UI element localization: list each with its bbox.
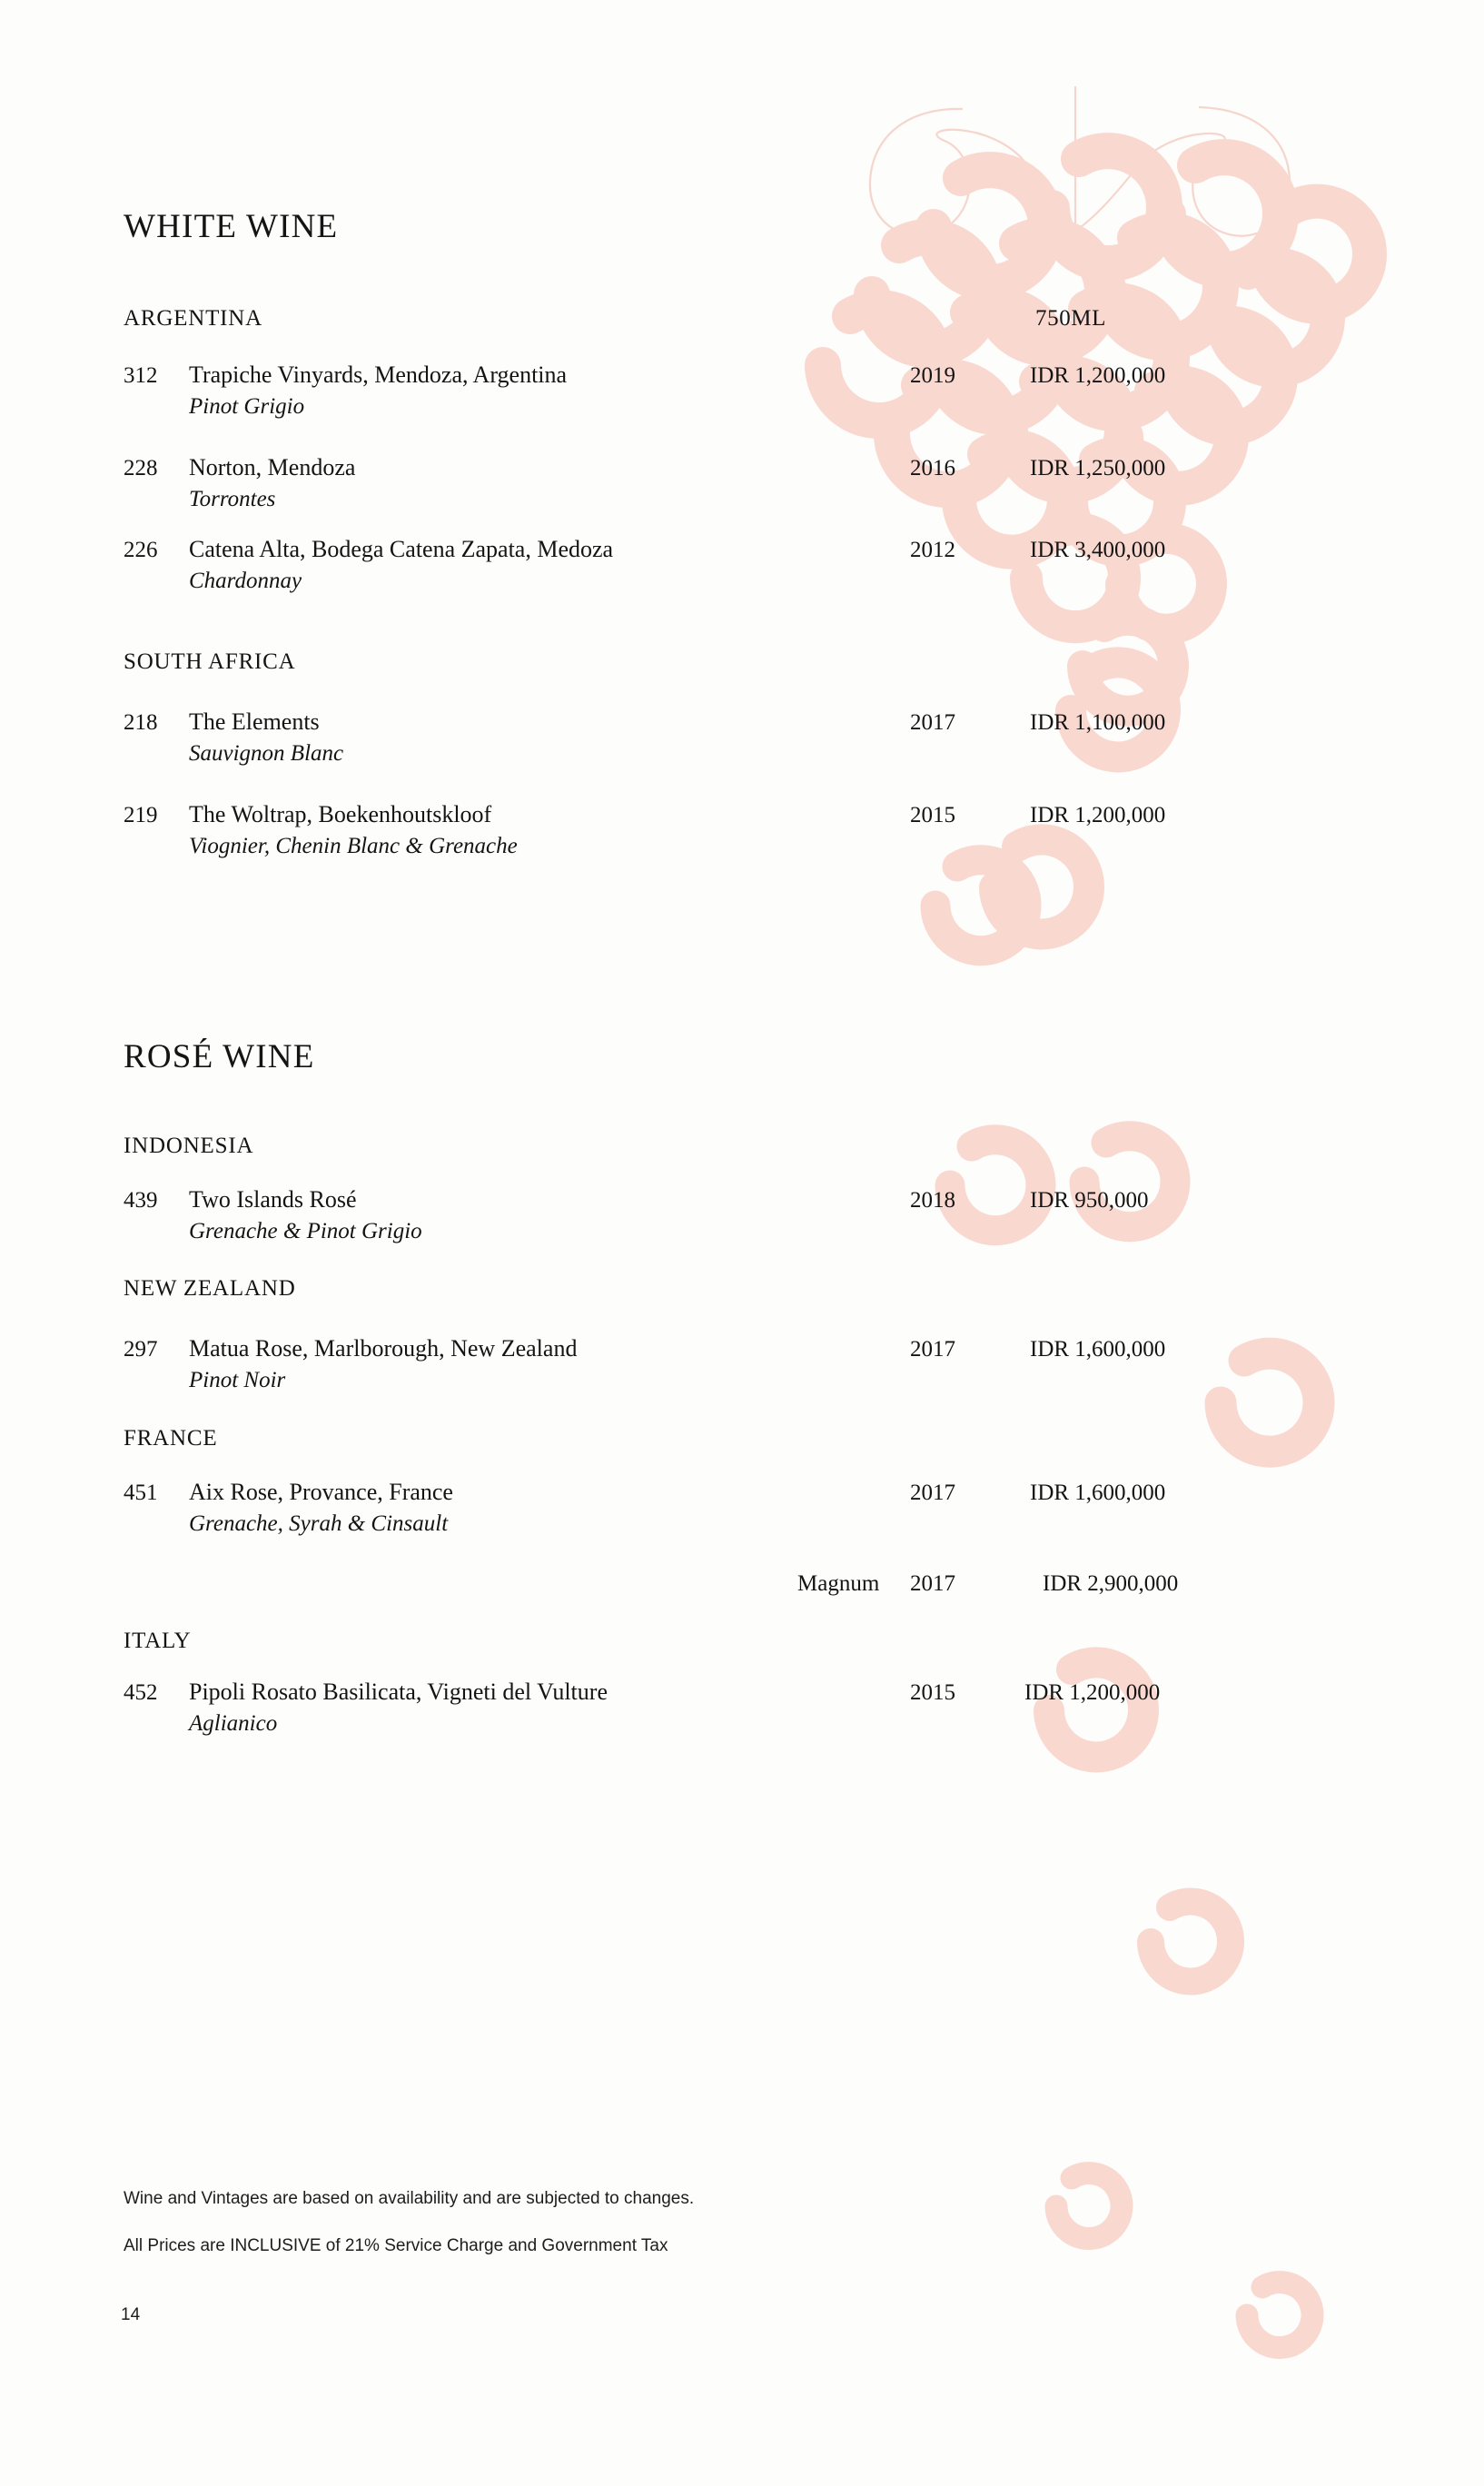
- wine-price: IDR 1,200,000: [1030, 803, 1166, 827]
- country-heading-new-zealand: NEW ZEALAND: [124, 1276, 296, 1301]
- wine-vintage: 2016: [910, 456, 955, 480]
- bottle-size: Magnum: [797, 1571, 880, 1596]
- wine-name: Two Islands Rosé: [189, 1186, 357, 1213]
- country-heading-italy: ITALY: [124, 1629, 192, 1653]
- wine-code: 312: [124, 363, 158, 388]
- wine-code: 451: [124, 1481, 158, 1505]
- wine-price: IDR 2,900,000: [1043, 1571, 1179, 1596]
- wine-varietal: Sauvignon Blanc: [189, 741, 344, 766]
- wine-name: The Woltrap, Boekenhoutskloof: [189, 801, 492, 827]
- footnote-tax: All Prices are INCLUSIVE of 21% Service Charge and Government Tax: [124, 2236, 668, 2255]
- wine-vintage: 2017: [910, 710, 955, 735]
- country-heading-indonesia: INDONESIA: [124, 1134, 254, 1158]
- wine-vintage: 2012: [910, 538, 955, 562]
- section-title-rose-wine: ROSÉ WINE: [124, 1038, 315, 1075]
- wine-varietal: Pinot Noir: [189, 1368, 286, 1392]
- wine-name: Aix Rose, Provance, France: [189, 1479, 453, 1505]
- wine-price: IDR 1,200,000: [1030, 363, 1166, 388]
- footnote-availability: Wine and Vintages are based on availability and are subjected to changes.: [124, 2189, 695, 2208]
- country-heading-france: FRANCE: [124, 1426, 218, 1451]
- country-heading-argentina: ARGENTINA: [124, 306, 263, 331]
- wine-name: The Elements: [189, 708, 320, 735]
- wine-code: 452: [124, 1680, 158, 1705]
- wine-code: 226: [124, 538, 158, 562]
- section-title-white-wine: WHITE WINE: [124, 208, 339, 245]
- wine-varietal: Grenache & Pinot Grigio: [189, 1219, 422, 1243]
- wine-varietal: Torrontes: [189, 487, 276, 511]
- wine-varietal: Viognier, Chenin Blanc & Grenache: [189, 834, 518, 858]
- wine-price: IDR 3,400,000: [1030, 538, 1166, 562]
- column-header-bottle-size: 750ML: [1035, 306, 1106, 331]
- wine-code: 218: [124, 710, 158, 735]
- wine-name: Matua Rose, Marlborough, New Zealand: [189, 1335, 578, 1362]
- wine-name: Catena Alta, Bodega Catena Zapata, Medoza: [189, 536, 614, 562]
- wine-varietal: Chardonnay: [189, 569, 302, 593]
- wine-name: Pipoli Rosato Basilicata, Vigneti del Vulture: [189, 1679, 608, 1705]
- wine-code: 228: [124, 456, 158, 480]
- wine-varietal: Pinot Grigio: [189, 394, 305, 419]
- wine-price: IDR 1,200,000: [1024, 1680, 1161, 1705]
- wine-vintage: 2017: [910, 1481, 955, 1505]
- page-number: 14: [121, 2305, 141, 2324]
- wine-name: Trapiche Vinyards, Mendoza, Argentina: [189, 362, 568, 388]
- wine-price: IDR 950,000: [1030, 1188, 1149, 1213]
- wine-varietal: Aglianico: [189, 1711, 278, 1736]
- wine-price: IDR 1,250,000: [1030, 456, 1166, 480]
- wine-price: IDR 1,600,000: [1030, 1337, 1166, 1362]
- wine-varietal: Grenache, Syrah & Cinsault: [189, 1511, 449, 1536]
- country-heading-south-africa: SOUTH AFRICA: [124, 649, 296, 674]
- wine-price: IDR 1,100,000: [1030, 710, 1166, 735]
- wine-price: IDR 1,600,000: [1030, 1481, 1166, 1505]
- wine-vintage: 2017: [910, 1571, 955, 1596]
- wine-vintage: 2018: [910, 1188, 955, 1213]
- grape-tendrils: [870, 86, 1290, 236]
- wine-code: 439: [124, 1188, 158, 1213]
- wine-vintage: 2015: [910, 803, 955, 827]
- wine-vintage: 2015: [910, 1680, 955, 1705]
- wine-code: 219: [124, 803, 158, 827]
- wine-name: Norton, Mendoza: [189, 454, 356, 480]
- wine-code: 297: [124, 1337, 158, 1362]
- wine-vintage: 2017: [910, 1337, 955, 1362]
- wine-vintage: 2019: [910, 363, 955, 388]
